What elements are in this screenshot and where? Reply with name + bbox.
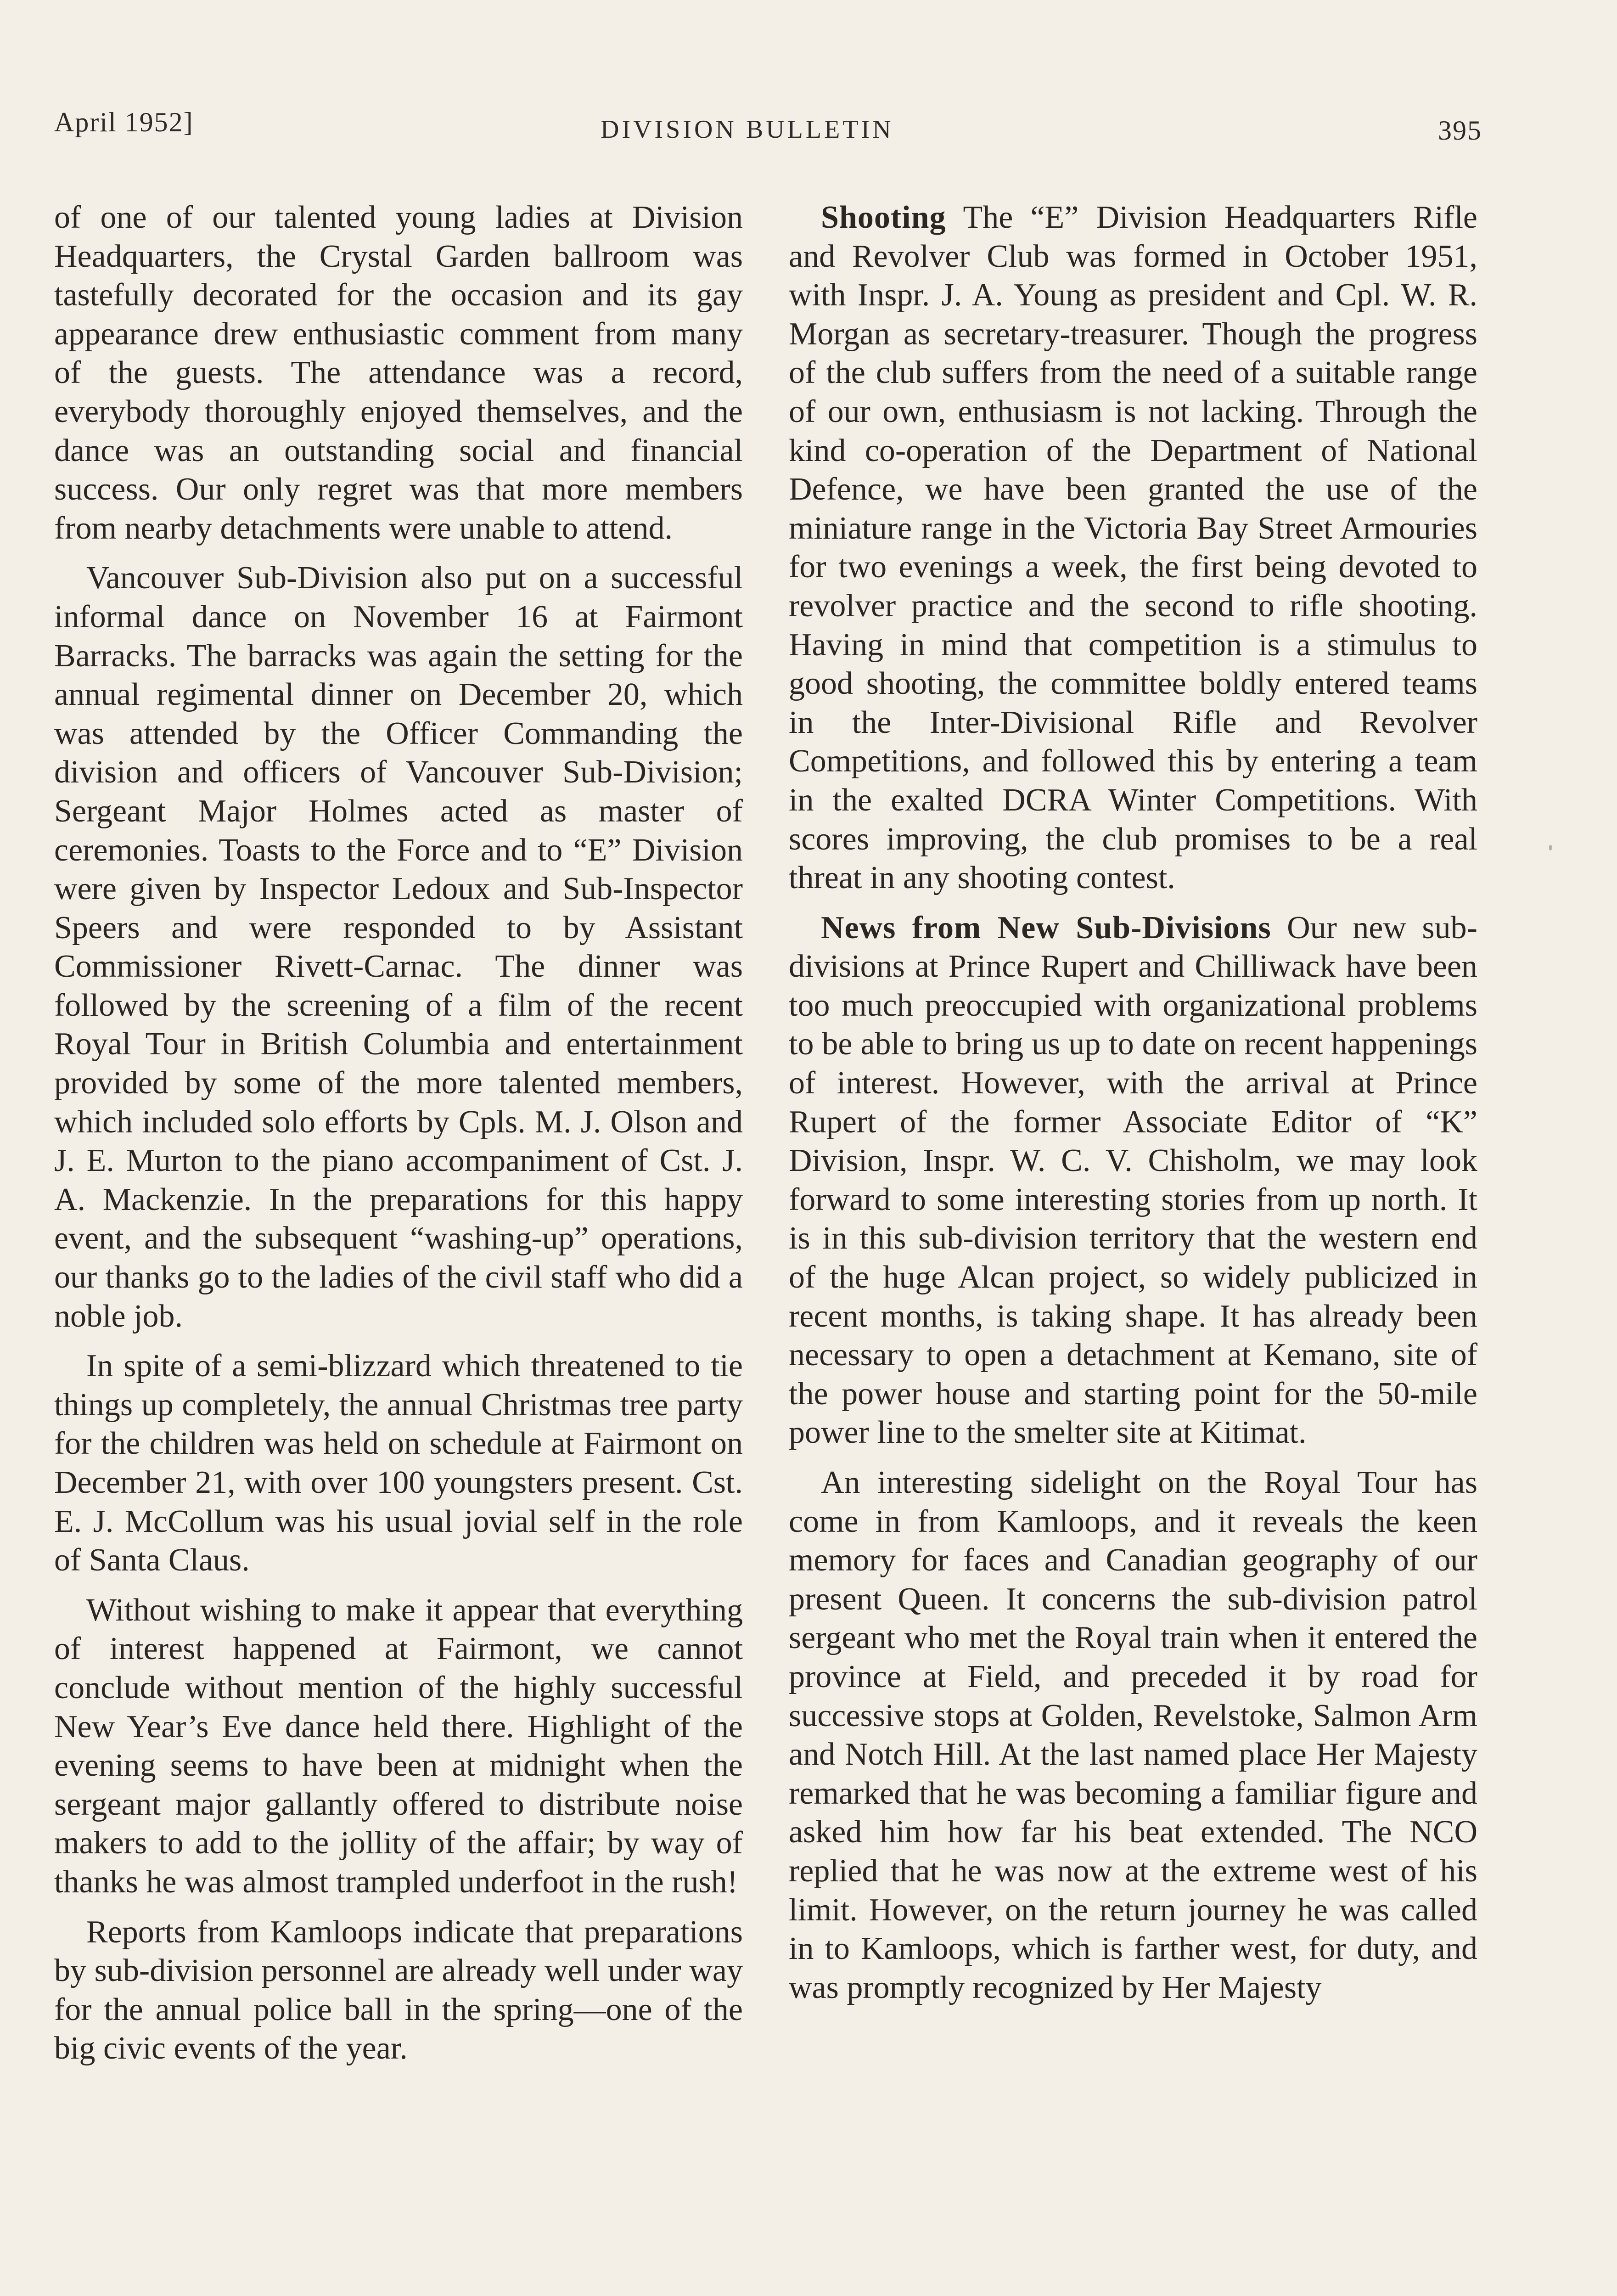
new-subdivisions-body: Our new sub-divisions at Prince Rupert and Chilliwack have been too much preoccupied with organizational problems to be able to bring us up to date on recent happenings of interest. However, with the arrival at Prince Rupert of the former Associate Editor of “K” Division, Inspr. W. C. V. Chisholm, we may look forward to some interesting stories from up north. It is in this sub-division territory that the western end of the huge Alcan project, so widely publicized in recent months, is taking shape. It has already been necessary to open a detachment at Kemano, site of the power house and starting point for the 50-mile power line to the smelter site at Kitimat. (789, 910, 1477, 1451)
left-column (54, 198, 743, 2079)
page-number: 395 (1438, 115, 1482, 146)
paragraph-new-years-dance: Without wishing to make it appear that everything of interest happened at Fairmont, we cannot conclude without mention of the highly successful New Year’s Eve dance held there. Highlight of the evening seems to have been at midnight when the sergeant major gallantly offered to distribute noise makers to add to the jollity of the affair; by way of thanks he was almost trampled underfoot in the rush! (54, 1592, 743, 1900)
section-heading-new-subdivisions: News from New Sub-Divisions (821, 910, 1271, 945)
issue-date: April 1952] (54, 107, 194, 137)
right-column (789, 198, 1477, 2018)
paragraph-christmas-party: In spite of a semi-blizzard which threatened to tie things up completely, the annual Christmas tree party for the children was held on schedule at Fairmont on December 21, with over 100 youngsters present. Cst. E. J. McCollum was his usual jovial self in the role of Santa Claus. (54, 1348, 743, 1578)
paragraph-crystal-garden-continued: of one of our talented young ladies at Division Headquarters, the Crystal Garden ballroom was tastefully decorated for the occasion and its gay appearance drew enthusiastic comment from many of the guests. The attendance was a record, everybody thoroughly enjoyed themselves, and the dance was an outstanding social and financial success. Our only regret was that more members from nearby detachments were unable to attend. (54, 200, 743, 546)
running-header (54, 107, 1487, 148)
publication-title: DIVISION BULLETIN (601, 115, 894, 144)
paragraph-shooting (789, 198, 1477, 898)
section-heading-shooting: Shooting (821, 200, 946, 235)
paper-speck (1549, 845, 1552, 850)
paragraph-kamloops-police-ball: Reports from Kamloops indicate that preparations by sub-division personnel are already well under way for the annual police ball in the spring—one of the big civic events of the year. (54, 1914, 743, 2066)
paragraph-royal-tour-sidelight: An interesting sidelight on the Royal Tour has come in from Kamloops, and it reveals the keen memory for faces and Canadian geography of our present Queen. It concerns the sub-division patrol sergeant who met the Royal train when it entered the province at Field, and preceded it by road for successive stops at Golden, Revelstoke, Salmon Arm and Notch Hill. At the last named place Her Majesty remarked that he was becoming a familiar figure and asked him how far his beat extended. The NCO replied that he was now at the extreme west of his limit. However, on the return journey he was called in to Kamloops, which is farther west, for duty, and was promptly recognized by Her Majesty (789, 1465, 1477, 2005)
shooting-body: The “E” Division Headquarters Rifle and Revolver Club was formed in October 1951, with Inspr. J. A. Young as president and Cpl. W. R. Morgan as secretary-treasurer. Though the progress of the club suffers from the need of a suitable range of our own, enthusiasm is not lacking. Through the kind co-operation of the Department of National Defence, we have been granted the use of the miniature range in the Victoria Bay Street Armouries for two evenings a week, the first being devoted to revolver practice and the second to rifle shooting. Having in mind that competition is a stimulus to good shooting, the committee boldly entered teams in the Inter-Divisional Rifle and Revolver Competitions, and followed this by entering a team in the exalted DCRA Winter Competitions. With scores improving, the club promises to be a real threat in any shooting contest. (789, 200, 1477, 896)
paragraph-vancouver-subdivision: Vancouver Sub-Division also put on a successful informal dance on November 16 at Fairmont Barracks. The barracks was again the setting for the annual regimental dinner on December 20, which was attended by the Officer Commanding the division and officers of Vancouver Sub-Division; Sergeant Major Holmes acted as master of ceremonies. Toasts to the Force and to “E” Division were given by Inspector Ledoux and Sub-Inspector Speers and were responded to by Assistant Commissioner Rivett-Carnac. The dinner was followed by the screening of a film of the recent Royal Tour in British Columbia and entertainment provided by some of the more talented members, which included solo efforts by Cpls. M. J. Olson and J. E. Murton to the piano accompaniment of Cst. J. A. Mackenzie. In the preparations for this happy event, and the subsequent “washing-up” operations, our thanks go to the ladies of the civil staff who did a noble job. (54, 560, 743, 1334)
paragraph-new-subdivisions (789, 909, 1477, 1452)
